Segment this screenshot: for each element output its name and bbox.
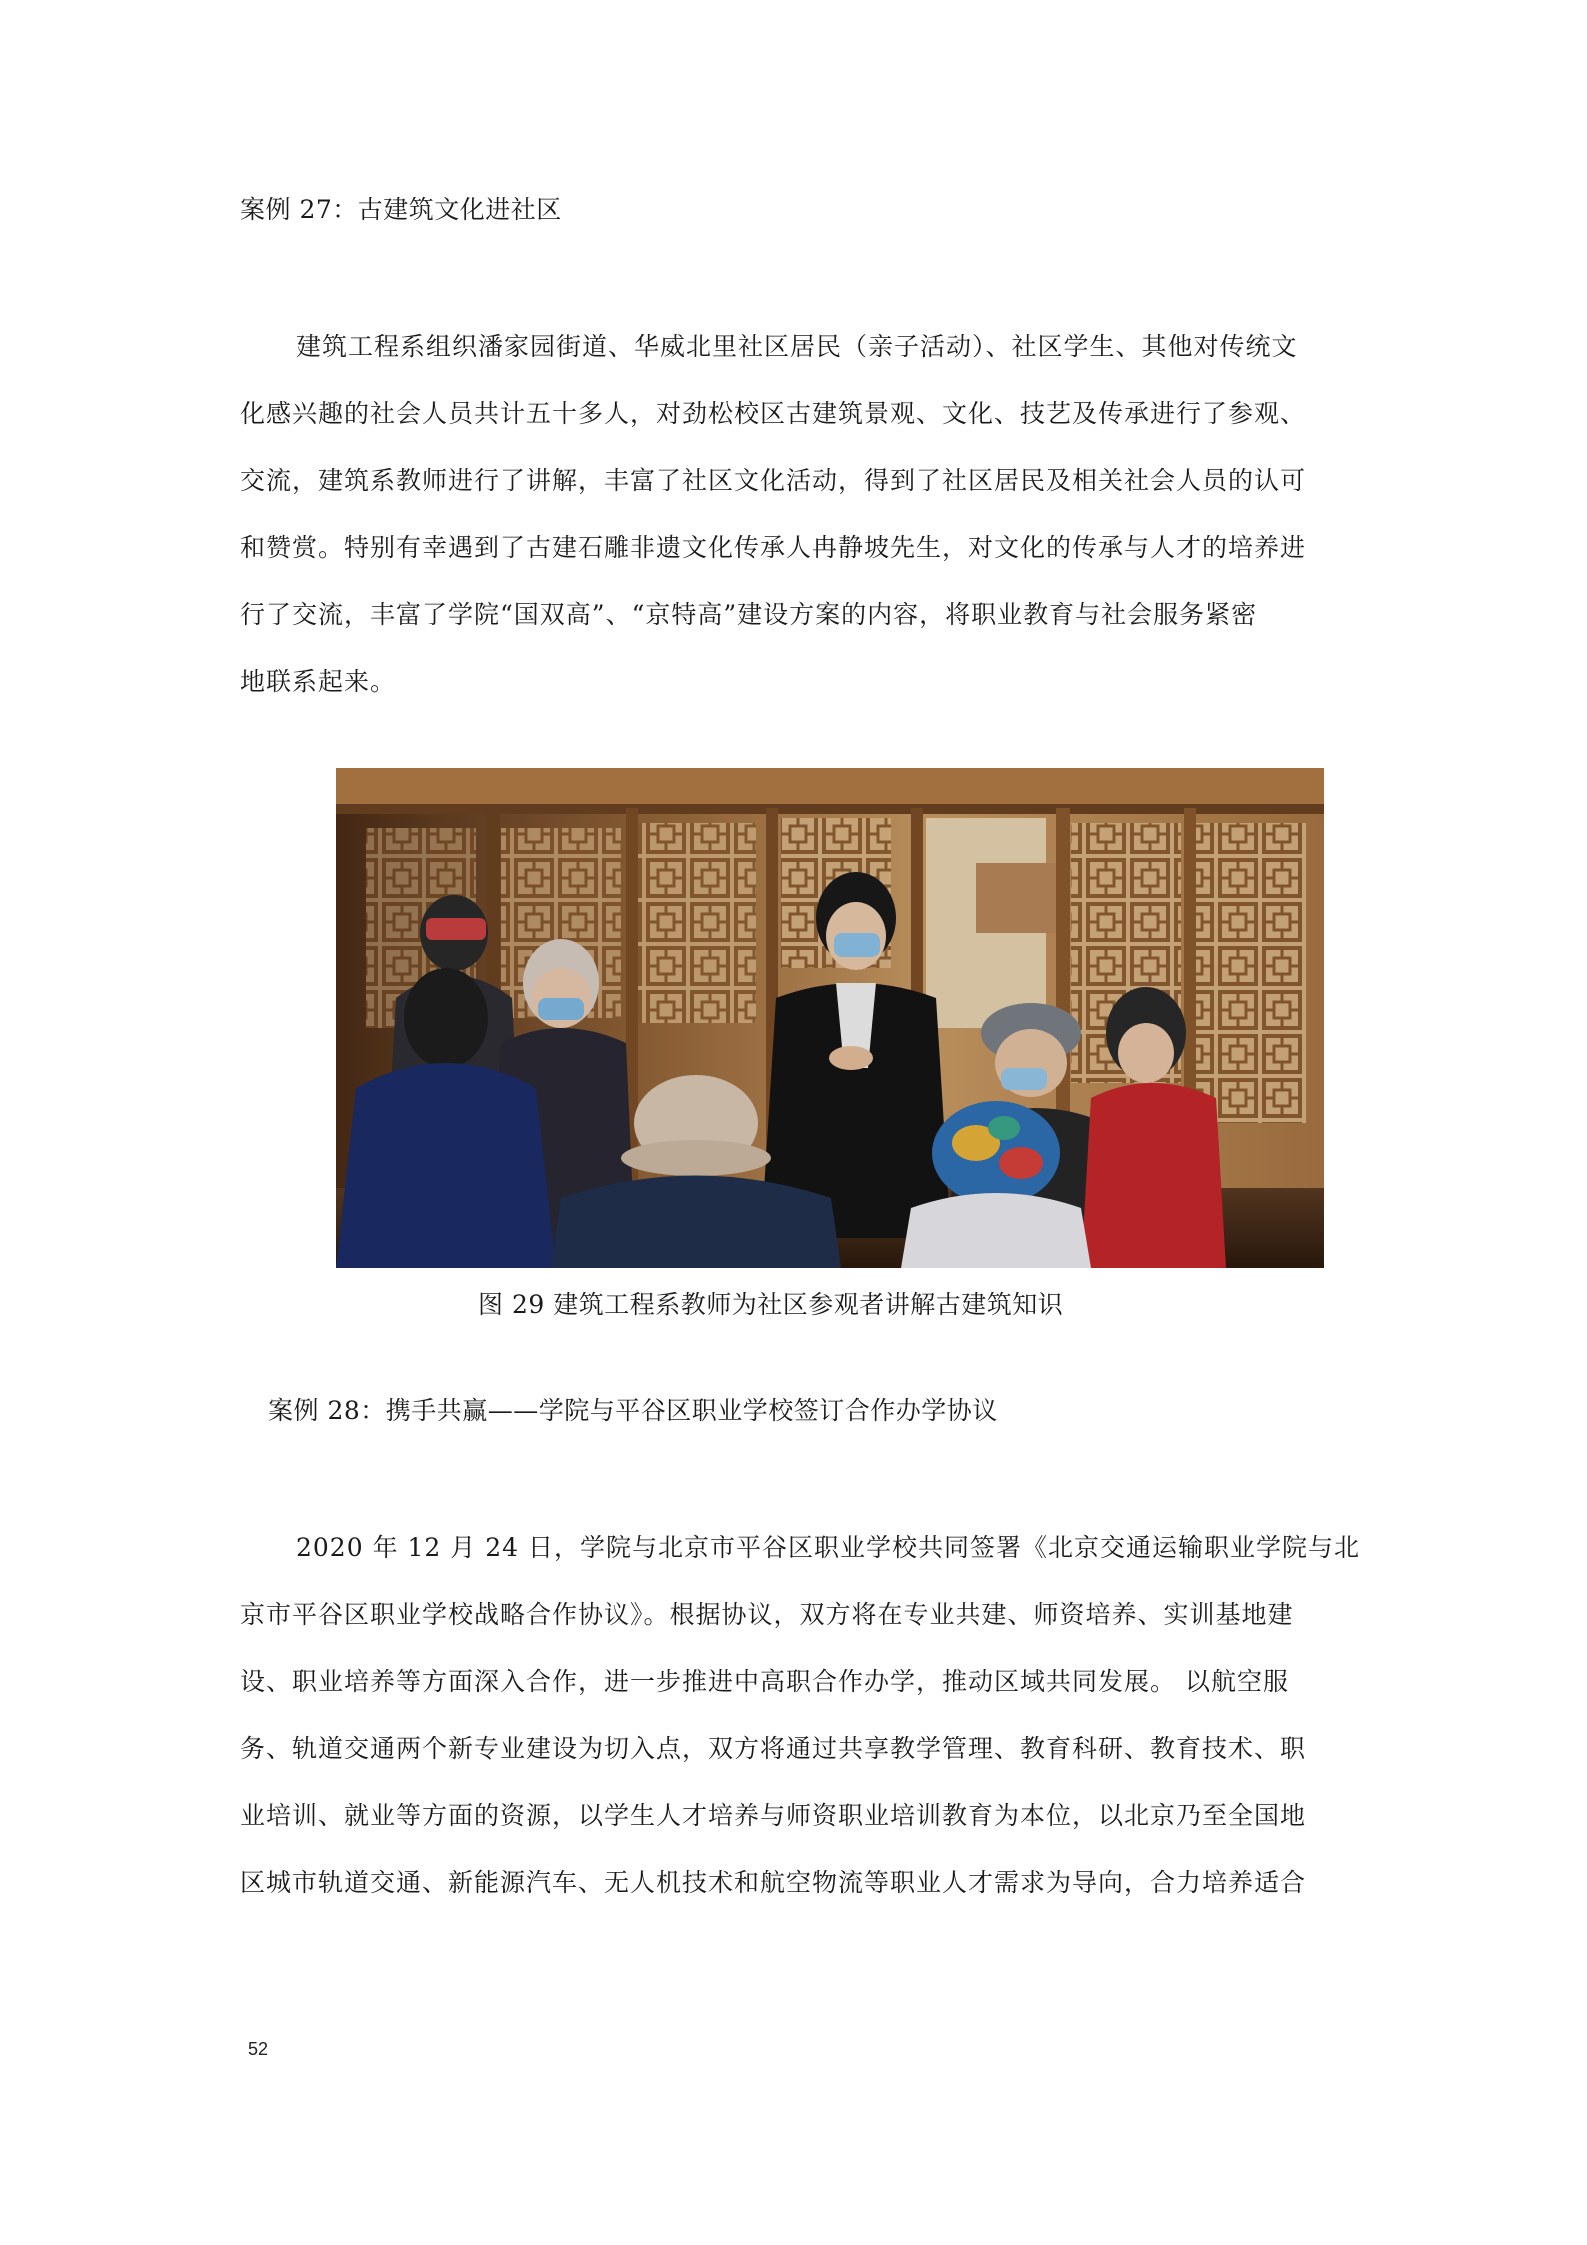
paragraph-line: 行了交流，丰富了学院“国双高”、“京特高”建设方案的内容，将职业教育与社会服务紧密: [240, 600, 1258, 629]
paragraph-line: 交流，建筑系教师进行了讲解，丰富了社区文化活动，得到了社区居民及相关社会人员的认可: [240, 466, 1307, 495]
photo-illustration: [336, 768, 1324, 1268]
figure-caption: 图 29 建筑工程系教师为社区参观者讲解古建筑知识: [478, 1290, 1064, 1319]
figure-photo: [336, 768, 1324, 1268]
paragraph-line: 建筑工程系组织潘家园街道、华威北里社区居民（亲子活动）、社区学生、其他对传统文: [296, 332, 1298, 361]
paragraph-line: 化感兴趣的社会人员共计五十多人，对劲松校区古建筑景观、文化、技艺及传承进行了参观、: [240, 399, 1307, 428]
case28-paragraph: [240, 1531, 1390, 1911]
paragraph-line: 区城市轨道交通、新能源汽车、无人机技术和航空物流等职业人才需求为导向，合力培养适合: [240, 1868, 1307, 1897]
case27-paragraph: [240, 330, 1390, 710]
case27-title: 案例 27：古建筑文化进社区: [240, 195, 562, 224]
paragraph-line: 京市平谷区职业学校战略合作协议》。根据协议，双方将在专业共建、师资培养、实训基地建: [240, 1600, 1294, 1629]
paragraph-line: 业培训、就业等方面的资源，以学生人才培养与师资职业培训教育为本位，以北京乃至全国地: [240, 1801, 1307, 1830]
paragraph-line: 2020 年 12 月 24 日，学院与北京市平谷区职业学校共同签署《北京交通运输职业学院与北: [296, 1533, 1360, 1562]
paragraph-line: 务、轨道交通两个新专业建设为切入点，双方将通过共享教学管理、教育科研、教育技术、职: [240, 1734, 1307, 1763]
case28-title: 案例 28：携手共赢——学院与平谷区职业学校签订合作办学协议: [268, 1396, 998, 1425]
paragraph-line: 设、职业培养等方面深入合作，进一步推进中高职合作办学，推动区域共同发展。 以航空服: [240, 1667, 1289, 1696]
paragraph-line: 地联系起来。: [240, 667, 397, 696]
page-number: 52: [248, 2039, 269, 2059]
paragraph-line: 和赞赏。特别有幸遇到了古建石雕非遗文化传承人冉静坡先生，对文化的传承与人才的培养进: [240, 533, 1307, 562]
